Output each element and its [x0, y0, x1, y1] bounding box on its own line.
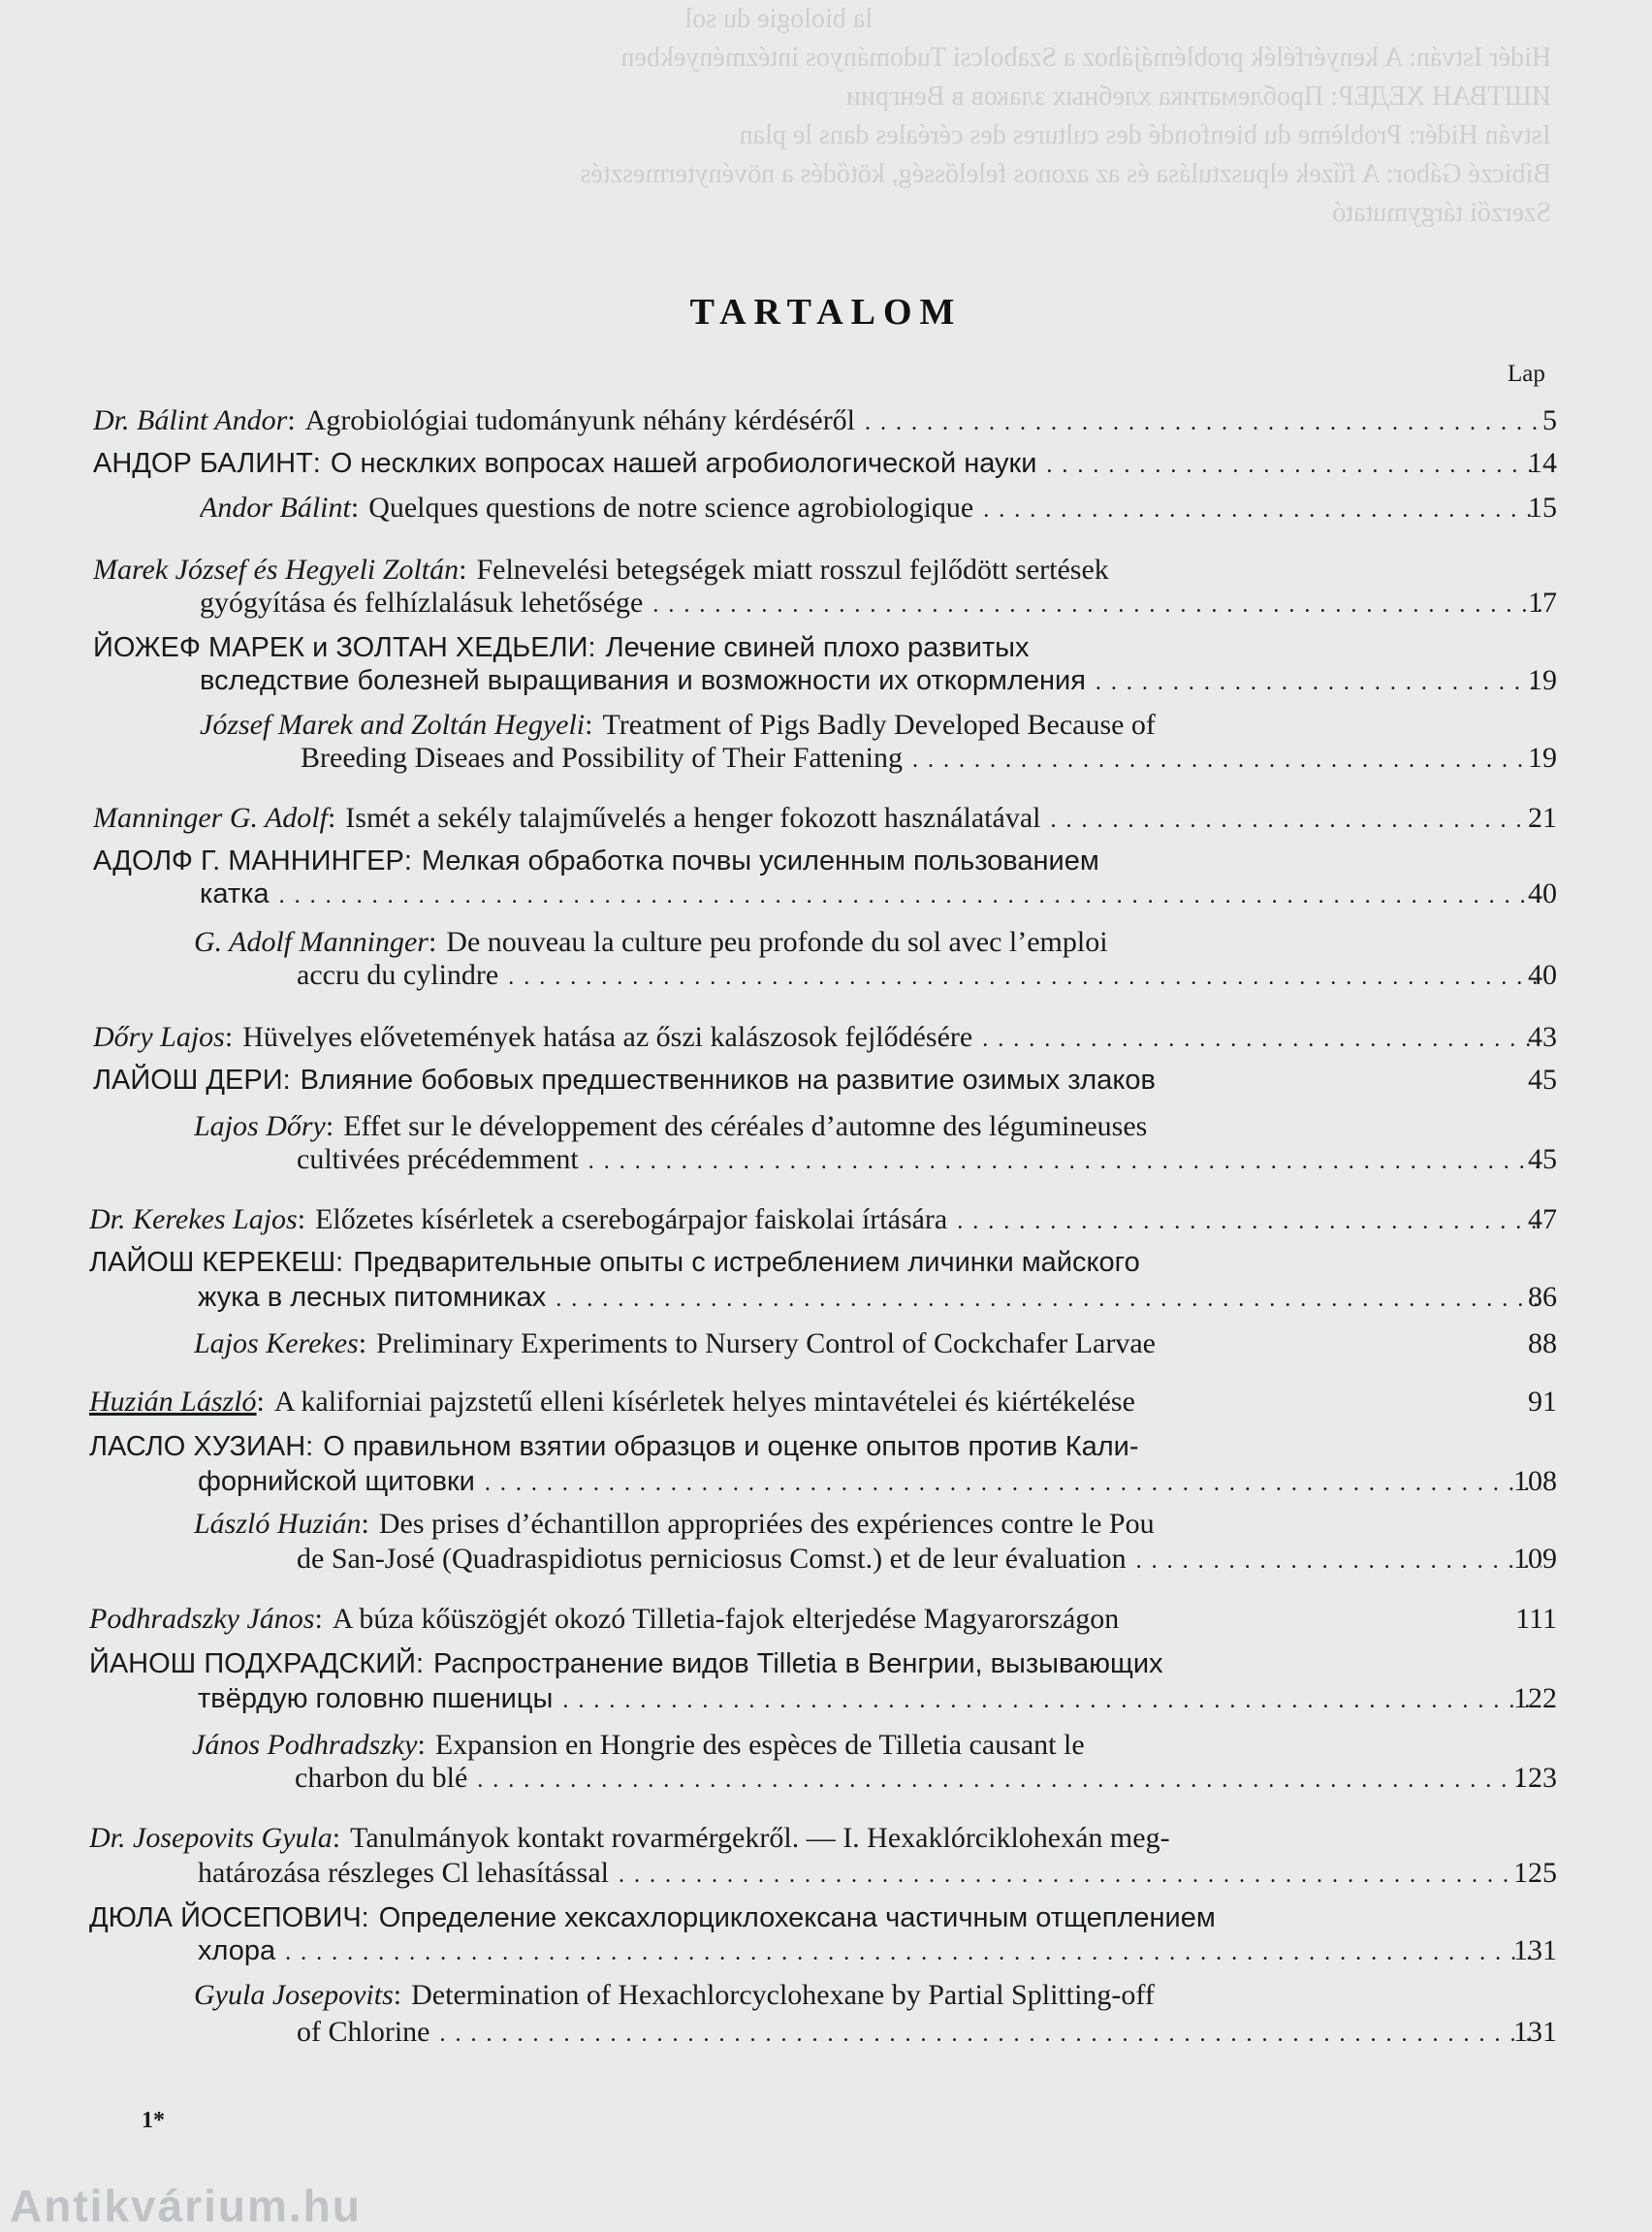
toc-entry: Podhradszky János : A búza kőüszögjét okozó Tilletia-fajok elterjedése Magyarországon	[89, 1603, 1120, 1635]
entry-title-cont: катка	[200, 878, 270, 909]
page-title: TARTALOM	[689, 292, 963, 333]
toc-entry: ЙАНОШ ПОДХРАДСКИЙ : Распространение видов Tilletia в Венгрии, вызывающих	[89, 1648, 1163, 1679]
toc-entry: Huzián László : A kaliforniai pajzstetű elleni kísérletek helyes mintavételei és kiértékelése	[89, 1386, 1135, 1418]
entry-author: Gyula Josepovits	[194, 1979, 394, 2011]
toc-entry: Dr. Kerekes Lajos : Előzetes kísérletek a cserebogárpajor faiskolai írtására . . .	[89, 1202, 1543, 1237]
toc-entry-cont	[198, 1681, 1543, 1716]
entry-author: Lajos Dőry	[194, 1110, 326, 1142]
toc-entry-cont	[198, 1933, 1543, 1968]
toc-entry: G. Adolf Manninger : De nouveau la culture peu profonde du sol avec l’emploi	[194, 926, 1108, 958]
entry-title: Распространение видов Tilletia в Венгрии, вызывающих	[433, 1648, 1163, 1679]
signature-mark: 1*	[142, 2108, 165, 2133]
entry-title: Влияние бобовых предшественников на развитие озимых злаков	[300, 1065, 1156, 1096]
entry-title: Agrobiológiai tudományunk néhány kérdéséről	[304, 404, 856, 436]
entry-title: Felnevelési betegségek miatt rosszul fejlődött sertések	[476, 554, 1109, 586]
entry-page: 123	[1513, 1762, 1557, 1794]
entry-title-cont: вследствие болезней выращивания и возможности их откормления	[200, 665, 1086, 696]
entry-title: Tanulmányok kontakt rovarmérgekről. — I. Hexaklórciklohexán meg-	[350, 1822, 1170, 1854]
entry-title: Előzetes kísérletek a cserebogárpajor faiskolai írtására	[315, 1203, 948, 1235]
entry-title-cont: Breeding Diseaes and Possibility of Their Fattening	[301, 742, 904, 774]
ghost-line: Bíbiczé Gábor: A fűzek elpusztulása és az azonos felelősség, kötődés a növénytermesztés	[580, 159, 1551, 189]
entry-page: 131	[1513, 1934, 1557, 1966]
toc-entry: János Podhradszky : Expansion en Hongrie des espèces de Tilletia causant le	[192, 1729, 1085, 1761]
entry-author: Dr. Josepovits Gyula	[89, 1822, 333, 1854]
entry-page: 19	[1528, 664, 1557, 696]
entry-title-cont: твёрдую головню пшеницы	[198, 1683, 554, 1714]
ghost-line: Hidér István: A kenyérfélék problémájához a Szabolcsi Tudományos intézményekben	[620, 43, 1551, 73]
entry-author: ЛАСЛО ХУЗИАН	[89, 1431, 306, 1462]
entry-author: Dőry Lajos	[93, 1021, 225, 1053]
page-column-header: Lap	[1508, 361, 1545, 387]
toc-entry-cont	[297, 2015, 1543, 2050]
ghost-line: la biologie du sol	[684, 4, 873, 34]
toc-entry-cont	[200, 877, 1543, 911]
toc-entry-cont	[297, 1542, 1543, 1577]
toc-entry: László Huzián : Des prises d’échantillon appropriées des expériences contre le Pou	[194, 1508, 1155, 1540]
entry-title: Des prises d’échantillon appropriées des expériences contre le Pou	[378, 1508, 1155, 1540]
entry-title: Определение хексахлорциклохексана частичным отщеплением	[378, 1902, 1216, 1933]
toc-entry-cont	[297, 1142, 1543, 1177]
entry-title-cont: форнийской щитовки	[198, 1466, 475, 1497]
entry-author: Lajos Kerekes	[194, 1327, 359, 1359]
entry-author: АНДОР БАЛИНТ	[93, 448, 313, 479]
ghost-line: Szerzői tárgymutató	[1332, 198, 1551, 228]
entry-title: Hüvelyes elővetemények hatása az őszi kalászosok fejlődésére	[242, 1021, 973, 1053]
toc-entry: ДЮЛА ЙОСЕПОВИЧ : Определение хексахлорциклохексана частичным отщеплением	[89, 1902, 1216, 1933]
toc-entry: Dr. Josepovits Gyula : Tanulmányok kontakt rovarmérgekről. — I. Hexaklórciklohexán meg-	[89, 1822, 1170, 1854]
entry-title-cont: határozása részleges Cl lehasítással	[198, 1857, 609, 1889]
entry-title-cont: accru du cylindre	[297, 959, 499, 991]
ghost-line: ИШТВАН ХЕДЕР: Проблематика хлебных злаков в Венгрии	[845, 81, 1551, 112]
entry-title: Предварительные опыты с истреблением личинки майского	[353, 1247, 1140, 1278]
entry-author: Dr. Kerekes Lajos	[89, 1203, 298, 1235]
entry-title: Мелкая обработка почвы усиленным пользованием	[421, 845, 1099, 877]
entry-title-cont: charbon du blé	[295, 1762, 468, 1794]
entry-title: О правильном взятии образцов и оценке опытов против Кали-	[323, 1431, 1139, 1462]
toc-entry-cont	[198, 1856, 1543, 1891]
toc-entry-cont	[198, 1464, 1543, 1499]
toc-entry-cont	[301, 741, 1543, 776]
entry-author: Marek József és Hegyeli Zoltán	[93, 554, 460, 586]
entry-author: József Marek and Zoltán Hegyeli	[200, 709, 586, 741]
entry-page: 122	[1513, 1682, 1557, 1714]
entry-title: Лечение свиней плохо развитых	[605, 632, 1030, 663]
entry-author: G. Adolf Manninger	[194, 926, 429, 958]
entry-title: О несклких вопросах нашей агробиологической науки	[330, 448, 1037, 479]
entry-page: 125	[1513, 1857, 1557, 1889]
toc-entry: Lajos Kerekes : Preliminary Experiments to Nursery Control of Cockchafer Larvae	[194, 1327, 1156, 1359]
entry-page: 111	[1515, 1603, 1557, 1635]
entry-page: 17	[1528, 587, 1557, 619]
entry-author: Dr. Bálint Andor	[93, 404, 288, 436]
toc-entry: Andor Bálint : Quelques questions de notre science agrobiologique . . .	[200, 491, 1543, 526]
entry-title-cont: хлора	[198, 1935, 276, 1966]
entry-author: Manninger G. Adolf	[93, 802, 328, 834]
toc-entry: Dr. Bálint Andor : Agrobiológiai tudományunk néhány kérdéséről . . .	[93, 403, 1543, 438]
entry-author: ЛАЙОШ ДЕРИ	[93, 1065, 283, 1096]
entry-author: ЙОЖЕФ МАРЕК и ЗОЛТАН ХЕДЬЕЛИ	[93, 632, 588, 663]
entry-author: АДОЛФ Г. МАННИНГЕР	[93, 845, 404, 877]
entry-page: 86	[1528, 1281, 1557, 1313]
entry-author: Podhradszky János	[89, 1603, 315, 1635]
entry-title: Treatment of Pigs Badly Developed Because of	[602, 709, 1156, 741]
entry-page: 91	[1528, 1386, 1557, 1418]
toc-entry: ЛАЙОШ ДЕРИ : Влияние бобовых предшественников на развитие озимых злаков	[93, 1065, 1156, 1096]
toc-entry-cont	[200, 586, 1543, 621]
entry-author: ЙАНОШ ПОДХРАДСКИЙ	[89, 1648, 416, 1679]
entry-page: 21	[1528, 802, 1557, 834]
entry-title: Preliminary Experiments to Nursery Control of Cockchafer Larvae	[376, 1327, 1156, 1359]
entry-page: 43	[1528, 1021, 1557, 1053]
entry-title-cont: жука в лесных питомниках	[198, 1282, 547, 1313]
entry-title: Expansion en Hongrie des espèces de Tilletia causant le	[434, 1729, 1085, 1761]
toc-entry: Gyula Josepovits : Determination of Hexachlorcyclohexane by Partial Splitting-off	[194, 1979, 1155, 2011]
toc-entry-cont	[297, 958, 1543, 993]
entry-author: Andor Bálint	[200, 492, 351, 524]
entry-page: 14	[1528, 447, 1557, 479]
entry-page: 108	[1513, 1465, 1557, 1497]
entry-author: ЛАЙОШ КЕРЕКЕШ	[89, 1247, 336, 1278]
entry-page: 15	[1528, 492, 1557, 524]
entry-page: 40	[1528, 959, 1557, 991]
toc-entry: АНДОР БАЛИНТ : О несклких вопросах нашей агробиологической науки . . .	[93, 446, 1543, 481]
toc-entry-cont	[200, 663, 1543, 698]
toc-entry-cont	[198, 1280, 1543, 1315]
toc-entry: ЙОЖЕФ МАРЕК и ЗОЛТАН ХЕДЬЕЛИ : Лечение свиней плохо развитых	[93, 632, 1030, 663]
entry-author: János Podhradszky	[192, 1729, 418, 1761]
entry-page: 45	[1528, 1064, 1557, 1096]
entry-title-cont: de San-José (Quadraspidiotus perniciosus Comst.) et de leur évaluation	[297, 1543, 1127, 1575]
entry-title: Ismét a sekély talajművelés a henger fokozott használatával	[345, 802, 1041, 834]
entry-title: A búza kőüszögjét okozó Tilletia-fajok elterjedése Magyarországon	[332, 1603, 1120, 1635]
entry-page: 5	[1542, 404, 1557, 436]
entry-title: A kaliforniai pajzstetű elleni kísérletek helyes mintavételei és kiértékelése	[273, 1386, 1135, 1418]
entry-page: 19	[1528, 742, 1557, 774]
watermark: Antikvárium.hu	[10, 2181, 362, 2231]
toc-entry-cont	[295, 1761, 1543, 1796]
entry-page: 40	[1528, 877, 1557, 909]
toc-entry: Lajos Dőry : Effet sur le développement des céréales d’automne des légumineuses	[194, 1110, 1148, 1142]
entry-page: 45	[1528, 1143, 1557, 1175]
ghost-line: István Hidér: Problème du bienfondé des cultures des céréales dans le plan	[739, 120, 1551, 150]
toc-entry: АДОЛФ Г. МАННИНГЕР : Мелкая обработка почвы усиленным пользованием	[93, 845, 1099, 877]
entry-title: Effet sur le développement des céréales d’automne des légumineuses	[343, 1110, 1148, 1142]
toc-entry: ЛАСЛО ХУЗИАН : О правильном взятии образцов и оценке опытов против Кали-	[89, 1431, 1139, 1462]
entry-author: László Huzián	[194, 1508, 362, 1540]
entry-title-cont: of Chlorine	[297, 2016, 430, 2048]
entry-page: 88	[1528, 1327, 1557, 1359]
entry-author: Huzián László	[89, 1386, 257, 1418]
entry-title: Determination of Hexachlorcyclohexane by Partial Splitting-off	[411, 1979, 1155, 2011]
entry-author: ДЮЛА ЙОСЕПОВИЧ	[89, 1902, 362, 1933]
entry-title: De nouveau la culture peu profonde du sol avec l’emploi	[446, 926, 1108, 958]
entry-page: 47	[1528, 1203, 1557, 1235]
toc-entry: Manninger G. Adolf : Ismét a sekély talajművelés a henger fokozott használatával . . .	[93, 801, 1543, 836]
entry-page: 131	[1513, 2016, 1557, 2048]
entry-page: 109	[1513, 1543, 1557, 1575]
toc-entry: ЛАЙОШ КЕРЕКЕШ : Предварительные опыты с истреблением личинки майского	[89, 1247, 1140, 1278]
entry-title: Quelques questions de notre science agrobiologique	[368, 492, 974, 524]
toc-entry: Dőry Lajos : Hüvelyes elővetemények hatása az őszi kalászosok fejlődésére . . .	[93, 1020, 1543, 1055]
toc-entry: József Marek and Zoltán Hegyeli : Treatment of Pigs Badly Developed Because of	[200, 709, 1156, 741]
entry-title-cont: cultivées précédemment	[297, 1143, 579, 1175]
entry-title-cont: gyógyítása és felhízlalásuk lehetősége	[200, 587, 644, 619]
toc-entry: Marek József és Hegyeli Zoltán : Felnevelési betegségek miatt rosszul fejlődött sertések	[93, 554, 1109, 586]
